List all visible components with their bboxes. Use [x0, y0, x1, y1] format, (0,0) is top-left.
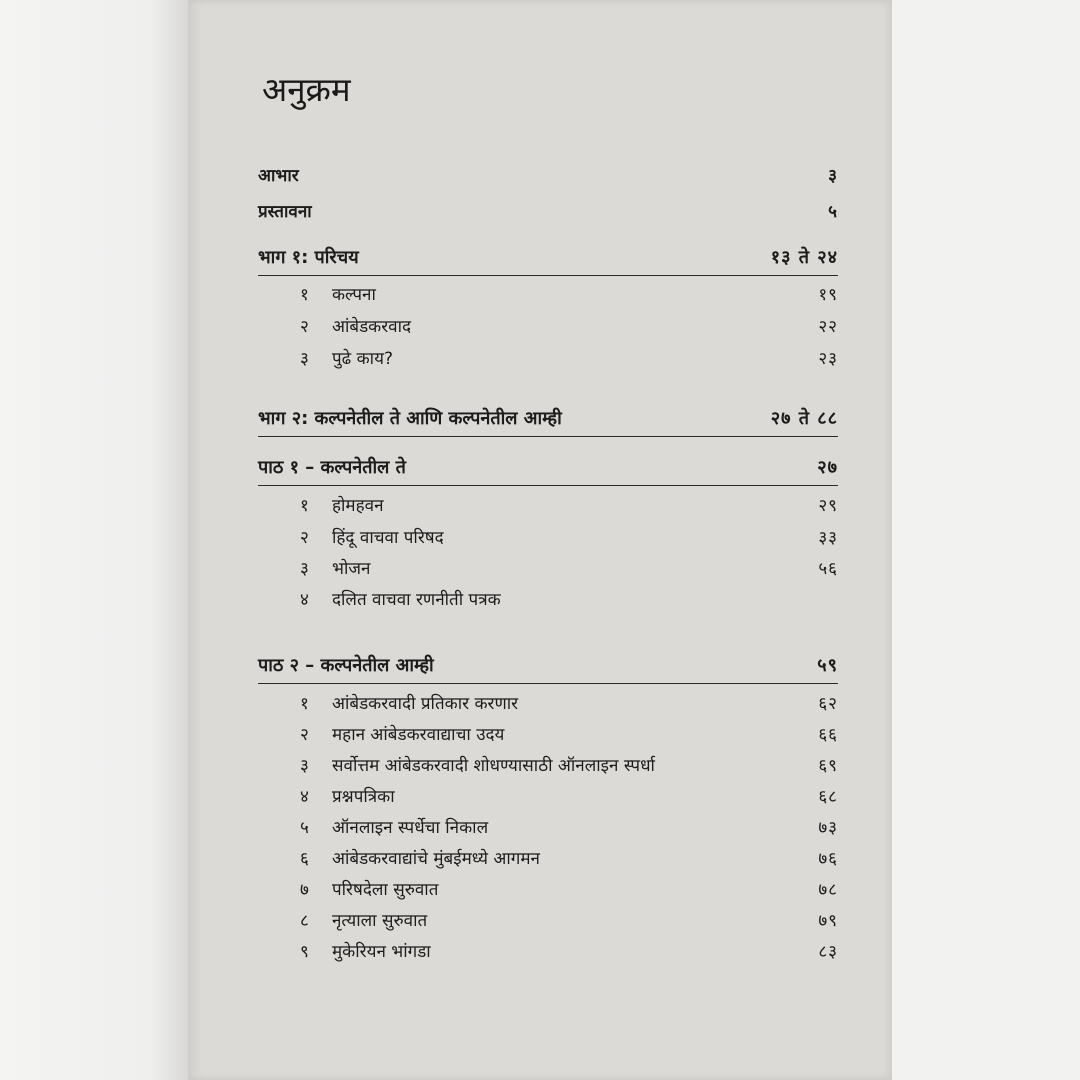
entry-label: हिंदू वाचवा परिषद: [332, 527, 444, 548]
toc-entry[interactable]: [300, 582, 838, 614]
background-left: [0, 0, 188, 1080]
lesson-page: ५९: [817, 655, 838, 676]
toc-entry[interactable]: [300, 277, 838, 309]
entry-label: प्रस्तावना: [258, 201, 312, 222]
entry-page: २२: [818, 316, 838, 337]
entry-label: आंबेडकरवाद: [332, 316, 412, 337]
part-range: १३ ते २४: [770, 247, 838, 268]
part-label: भाग १: परिचय: [258, 247, 359, 268]
entry-page: ६६: [818, 724, 838, 745]
toc-entry[interactable]: [300, 810, 838, 842]
entry-number: ८: [300, 910, 309, 931]
toc-entry[interactable]: [300, 717, 838, 749]
entry-number: २: [300, 527, 309, 548]
toc-entry[interactable]: [300, 748, 838, 780]
toc-part-2[interactable]: [258, 402, 838, 434]
toc-entry[interactable]: [300, 903, 838, 935]
toc-entry[interactable]: [300, 841, 838, 873]
entry-label: नृत्याला सुरुवात: [332, 910, 428, 931]
entry-page: ७८: [818, 879, 838, 900]
entry-page: ७६: [818, 848, 838, 869]
entry-page: ५६: [818, 558, 838, 579]
entry-number: ४: [300, 786, 309, 807]
entry-number: १: [300, 284, 309, 305]
divider: [258, 275, 838, 276]
entry-label: सर्वोत्तम आंबेडकरवादी शोधण्यासाठी ऑनलाइन स्पर्धा: [332, 755, 655, 776]
toc-lesson-1[interactable]: [258, 451, 838, 483]
entry-number: ७: [300, 879, 309, 900]
entry-number: ५: [300, 817, 309, 838]
divider: [258, 683, 838, 684]
entry-number: २: [300, 724, 309, 745]
entry-label: प्रश्नपत्रिका: [332, 786, 395, 807]
toc-entry[interactable]: [300, 779, 838, 811]
part-label: भाग २: कल्पनेतील ते आणि कल्पनेतील आम्ही: [258, 408, 562, 429]
background-right: [892, 0, 1080, 1080]
entry-page: ७३: [818, 817, 838, 838]
toc-entry[interactable]: [300, 551, 838, 583]
entry-label: आभार: [258, 165, 299, 186]
toc-entry[interactable]: [300, 934, 838, 966]
entry-page: ७९: [818, 910, 838, 931]
entry-label: आंबेडकरवाद्यांचे मुंबईमध्ये आगमन: [332, 848, 540, 869]
entry-label: होमहवन: [332, 495, 384, 516]
lesson-label: पाठ १ – कल्पनेतील ते: [258, 457, 406, 478]
entry-page: २३: [818, 348, 838, 369]
entry-page: ५: [828, 201, 838, 222]
entry-number: १: [300, 693, 309, 714]
entry-page: ६९: [818, 755, 838, 776]
divider: [258, 485, 838, 486]
toc-entry[interactable]: [300, 341, 838, 373]
toc-entry[interactable]: [300, 488, 838, 520]
lesson-label: पाठ २ – कल्पनेतील आम्ही: [258, 655, 434, 676]
toc-entry[interactable]: [300, 872, 838, 904]
entry-label: ऑनलाइन स्पर्धेचा निकाल: [332, 817, 489, 838]
entry-label: परिषदेला सुरुवात: [332, 879, 439, 900]
toc-entry[interactable]: [300, 520, 838, 552]
toc-part-1[interactable]: [258, 241, 838, 273]
page-title: अनुक्रम: [262, 70, 351, 109]
part-range: २७ ते ८८: [770, 408, 838, 429]
entry-page: ८३: [818, 941, 838, 962]
entry-label: कल्पना: [332, 284, 376, 305]
lesson-page: २७: [817, 457, 838, 478]
entry-label: दलित वाचवा रणनीती पत्रक: [332, 589, 501, 610]
entry-page: ३३: [818, 527, 838, 548]
entry-number: ३: [300, 348, 309, 369]
entry-number: ३: [300, 558, 309, 579]
divider: [258, 436, 838, 437]
entry-page: ३: [828, 165, 838, 186]
table-of-contents: [188, 0, 892, 1080]
entry-number: ९: [300, 941, 309, 962]
toc-entry-acknowledgements[interactable]: [258, 158, 838, 190]
entry-page: २९: [818, 495, 838, 516]
entry-label: आंबेडकरवादी प्रतिकार करणार: [332, 693, 519, 714]
entry-number: ४: [300, 589, 309, 610]
toc-entry-preface[interactable]: [258, 194, 838, 226]
entry-page: ६२: [818, 693, 838, 714]
entry-label: पुढे काय?: [332, 348, 393, 369]
entry-label: मुकेरियन भांगडा: [332, 941, 431, 962]
entry-number: ६: [300, 848, 309, 869]
entry-number: २: [300, 316, 309, 337]
toc-lesson-2[interactable]: [258, 649, 838, 681]
entry-number: १: [300, 495, 309, 516]
toc-entry[interactable]: [300, 686, 838, 718]
entry-page: १९: [818, 284, 838, 305]
entry-page: ६८: [818, 786, 838, 807]
toc-entry[interactable]: [300, 309, 838, 341]
entry-number: ३: [300, 755, 309, 776]
entry-label: महान आंबेडकरवाद्याचा उदय: [332, 724, 505, 745]
entry-label: भोजन: [332, 558, 371, 579]
book-page: [188, 0, 892, 1080]
